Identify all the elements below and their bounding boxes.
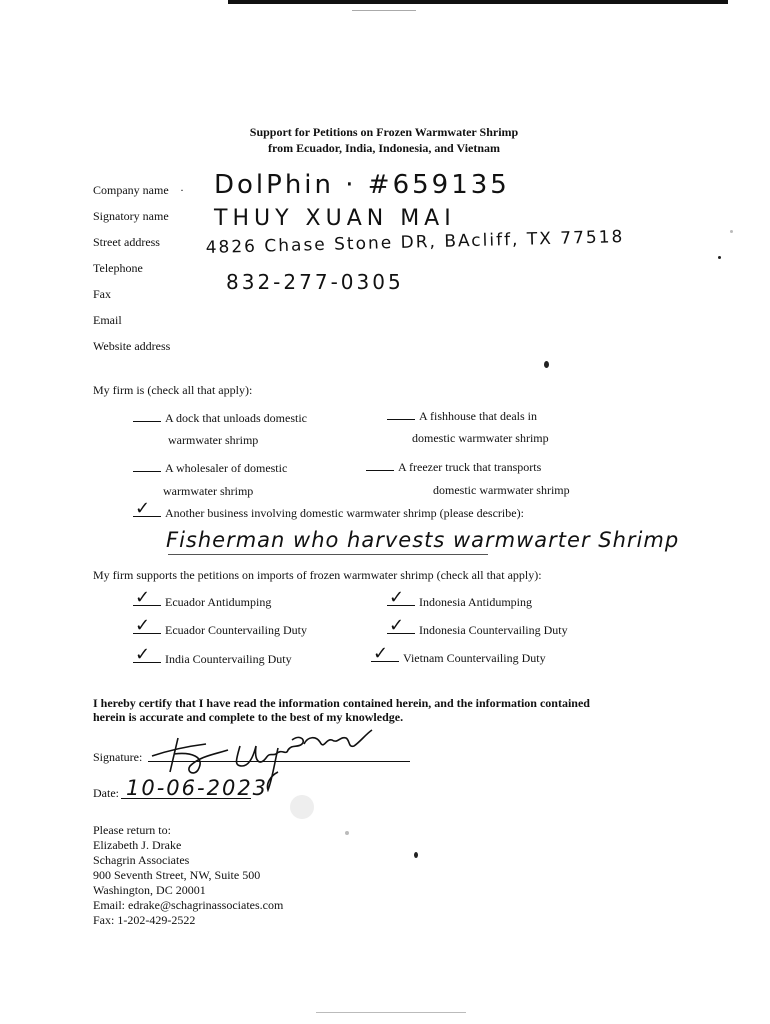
petitions-heading: My firm supports the petitions on imports of frozen warmwater shrimp (check all that apply): — [93, 568, 542, 582]
fishhouse-label-2: domestic warmwater shrimp — [412, 431, 549, 445]
indonesia-cvd-label: Indonesia Countervailing Duty — [419, 623, 568, 637]
fishhouse-checkbox[interactable] — [387, 409, 415, 420]
dock-label-1: A dock that unloads domestic — [165, 411, 307, 425]
checkmark-icon: ✓ — [135, 498, 151, 519]
option-ecuador-cvd[interactable] — [133, 615, 307, 637]
date-label: Date: — [93, 786, 119, 800]
date-value[interactable]: 10-06-2023 — [126, 776, 269, 800]
dock-checkbox[interactable] — [133, 411, 161, 422]
indonesia-ad-label: Indonesia Antidumping — [419, 595, 532, 609]
company-name-label: Company name — [93, 183, 169, 197]
scan-edge-top-thin — [352, 10, 416, 11]
checkmark-icon: ✓ — [389, 615, 405, 636]
return-fax: Fax: 1-202-429-2522 — [93, 913, 196, 927]
certification-line1: I hereby certify that I have read the information contained herein, and the information contained — [93, 696, 590, 710]
certification-text — [93, 696, 653, 724]
telephone-value[interactable]: 832-277-0305 — [226, 270, 404, 294]
signature-label: Signature: — [93, 750, 143, 764]
option-other[interactable] — [133, 498, 524, 520]
wholesaler-label-1: A wholesaler of domestic — [165, 461, 288, 475]
checkmark-icon: ✓ — [135, 587, 151, 608]
form-title-line2: from Ecuador, India, Indonesia, and Vietnam — [267, 141, 501, 155]
freezer-label-1: A freezer truck that transports — [398, 460, 542, 474]
form-title-line1: Support for Petitions on Frozen Warmwater Shrimp — [249, 125, 519, 139]
indonesia-cvd-checkbox[interactable] — [387, 615, 415, 636]
indonesia-ad-checkbox[interactable] — [387, 587, 415, 608]
checkmark-icon: ✓ — [373, 643, 389, 664]
fax-label: Fax — [93, 287, 111, 301]
option-freezer[interactable] — [366, 460, 541, 474]
ecuador-cvd-checkbox[interactable] — [133, 615, 161, 636]
option-wholesaler[interactable] — [133, 461, 287, 475]
scan-speck — [345, 831, 349, 835]
ecuador-cvd-label: Ecuador Countervailing Duty — [165, 623, 307, 637]
other-checkbox[interactable] — [133, 498, 161, 519]
wholesaler-label-2: warmwater shrimp — [163, 484, 254, 498]
email-label: Email — [93, 313, 122, 327]
return-address — [93, 823, 283, 928]
vietnam-cvd-checkbox[interactable] — [371, 643, 399, 664]
option-indonesia-cvd[interactable] — [387, 615, 568, 637]
wholesaler-checkbox[interactable] — [133, 461, 161, 472]
scan-edge-bottom — [316, 1012, 466, 1013]
ecuador-ad-checkbox[interactable] — [133, 587, 161, 608]
dock-label-2: warmwater shrimp — [168, 433, 259, 447]
firm-type-heading: My firm is (check all that apply): — [93, 383, 253, 397]
description-underline — [168, 554, 488, 555]
certification-line2: herein is accurate and complete to the best of my knowledge. — [93, 710, 404, 724]
checkmark-icon: ✓ — [389, 587, 405, 608]
scan-speck — [414, 852, 418, 858]
checkmark-icon: ✓ — [135, 615, 151, 636]
website-label: Website address — [93, 339, 171, 353]
option-vietnam-cvd[interactable] — [371, 643, 546, 665]
vietnam-cvd-label: Vietnam Countervailing Duty — [403, 651, 546, 665]
fishhouse-label-1: A fishhouse that deals in — [419, 409, 537, 423]
street-address-label: Street address — [93, 235, 160, 249]
company-name-value[interactable]: DolPhin · #659135 — [214, 170, 510, 200]
option-ecuador-ad[interactable] — [133, 587, 272, 609]
return-name: Elizabeth J. Drake — [93, 838, 182, 852]
telephone-label: Telephone — [93, 261, 143, 275]
scan-edge-top — [228, 0, 728, 4]
checkmark-icon: ✓ — [135, 644, 151, 665]
signatory-name-label: Signatory name — [93, 209, 169, 223]
option-dock[interactable] — [133, 411, 307, 425]
option-indonesia-ad[interactable] — [387, 587, 532, 609]
option-fishhouse[interactable] — [387, 409, 537, 423]
return-heading: Please return to: — [93, 823, 171, 837]
company-name-dot: · — [180, 183, 184, 197]
other-description-value[interactable]: Fisherman who harvests warmwarter Shrimp — [166, 528, 680, 552]
option-india-cvd[interactable] — [133, 644, 292, 666]
street-address-value[interactable]: 4826 Chase Stone DR, BAcliff, TX 77518 — [205, 227, 625, 258]
return-street: 900 Seventh Street, NW, Suite 500 — [93, 868, 261, 882]
return-email: Email: edrake@schagrinassociates.com — [93, 898, 284, 912]
scan-speck — [730, 230, 733, 233]
signatory-name-value[interactable]: THUY XUAN MAI — [214, 206, 456, 231]
other-label: Another business involving domestic warmwater shrimp (please describe): — [165, 506, 524, 520]
ecuador-ad-label: Ecuador Antidumping — [165, 595, 272, 609]
return-firm: Schagrin Associates — [93, 853, 190, 867]
scan-smudge — [290, 795, 314, 819]
scan-speck — [544, 361, 549, 368]
form-title — [134, 124, 634, 156]
freezer-checkbox[interactable] — [366, 460, 394, 471]
india-cvd-label: India Countervailing Duty — [165, 652, 292, 666]
return-city: Washington, DC 20001 — [93, 883, 206, 897]
freezer-label-2: domestic warmwater shrimp — [433, 483, 570, 497]
india-cvd-checkbox[interactable] — [133, 644, 161, 665]
scan-speck — [718, 256, 721, 259]
